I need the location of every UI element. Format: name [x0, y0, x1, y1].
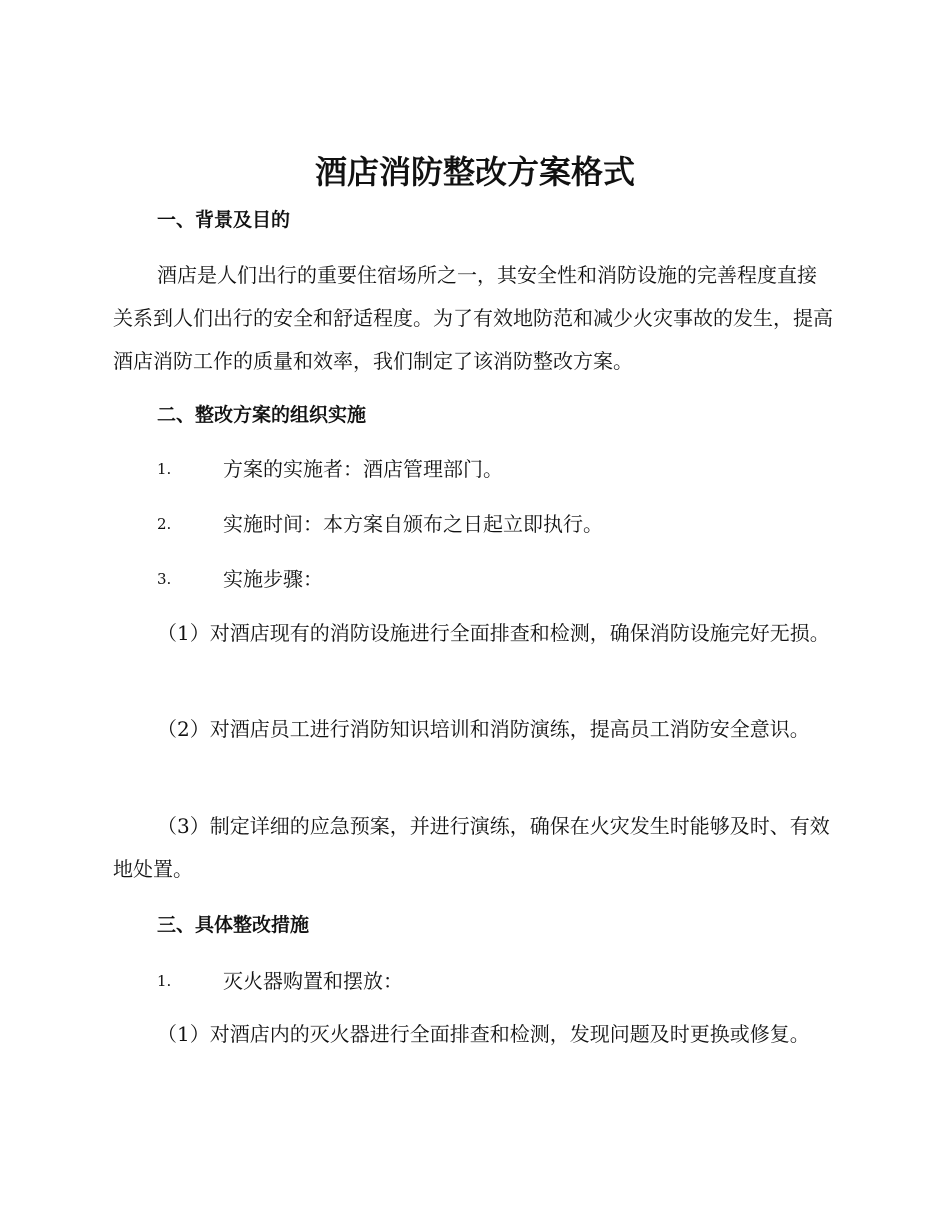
list-text: 灭火器购置和摆放：: [223, 969, 403, 993]
section-3-step-1: （1）对酒店内的灭火器进行全面排查和检测，发现问题及时更换或修复。: [157, 1022, 810, 1046]
section-1-heading: 一、背景及目的: [157, 209, 291, 231]
section-2-step-2: （2）对酒店员工进行消防知识培训和消防演练，提高员工消防安全意识。: [157, 717, 810, 741]
list-text: 方案的实施者：酒店管理部门。: [223, 457, 503, 481]
section-1-paragraph: 酒店是人们出行的重要住宿场所之一，其安全性和消防设施的完善程度直接关系到人们出行的安全和舒适程度。为了有效地防范和减少火灾事故的发生，提高酒店消防工作的质量和效率，我们制定了该消防整改方案。: [113, 263, 833, 373]
list-text: 实施时间：本方案自颁布之日起立即执行。: [223, 512, 603, 536]
section-2-step-1: （1）对酒店现有的消防设施进行全面排查和检测，确保消防设施完好无损。: [157, 621, 830, 645]
list-number: 3.: [157, 570, 172, 588]
section-3-heading: 三、具体整改措施: [157, 914, 310, 936]
document-title: 酒店消防整改方案格式: [314, 153, 635, 191]
section-2-step-3: （3）制定详细的应急预案，并进行演练，确保在火灾发生时能够及时、有效地处置。: [113, 814, 830, 881]
list-number: 1.: [157, 972, 172, 990]
list-text: 实施步骤：: [223, 567, 323, 591]
section-2-heading: 二、整改方案的组织实施: [157, 404, 367, 426]
list-number: 1.: [157, 460, 172, 478]
list-number: 2.: [157, 515, 172, 533]
